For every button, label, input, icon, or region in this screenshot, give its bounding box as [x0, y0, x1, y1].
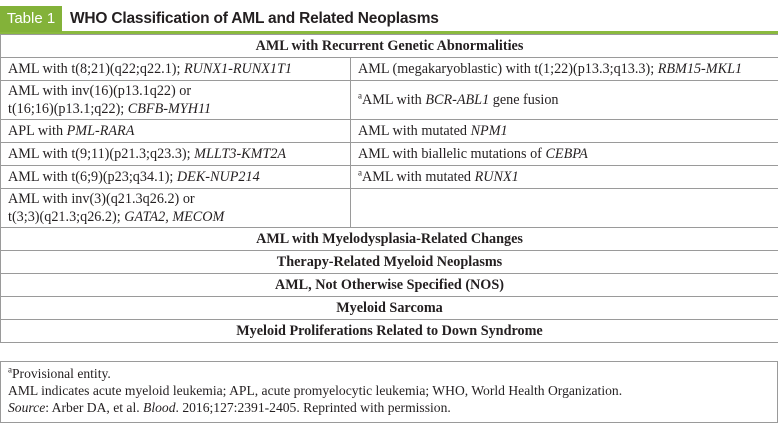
who-classification-table [0, 34, 778, 343]
table-cell: AML with t(8;21)(q22;q22.1); RUNX1-RUNX1T1 [1, 58, 351, 81]
section-row [1, 320, 778, 343]
table-cell: AML with mutated NPM1 [351, 120, 778, 143]
section-row [1, 274, 778, 297]
table-cell: AML with inv(3)(q21.3q26.2) or t(3;3)(q21.3;q26.2); GATA2, MECOM [1, 189, 351, 228]
table-row [1, 189, 778, 228]
section-row [1, 35, 778, 58]
section-sarcoma: Myeloid Sarcoma [1, 297, 778, 320]
table-cell: AML with t(9;11)(p21.3;q23.3); MLLT3-KMT2A [1, 143, 351, 166]
section-down-syndrome: Myeloid Proliferations Related to Down Syndrome [1, 320, 778, 343]
table-cell: $^a$AML with mutated RUNX1 [351, 166, 778, 189]
table-cell: AML with biallelic mutations of CEBPA [351, 143, 778, 166]
section-recurrent: AML with Recurrent Genetic Abnormalities [1, 35, 778, 58]
table-title-bar [0, 0, 778, 34]
section-therapy: Therapy-Related Myeloid Neoplasms [1, 251, 778, 274]
footnote-provisional: $^a$Provisional entity. [8, 364, 111, 381]
table-cell: AML (megakaryoblastic) with t(1;22)(p13.3;q13.3); RBM15-MKL1 [351, 58, 778, 81]
table-cell: AML with t(6;9)(p23;q34.1); DEK-NUP214 [1, 166, 351, 189]
table-cell-empty [351, 189, 778, 228]
footnote-source: Source: Arber DA, et al. Blood. 2016;127:2391-2405. Reprinted with permission. [8, 400, 451, 415]
table-cell: $^a$AML with BCR-ABL1 gene fusion [351, 81, 778, 120]
section-row [1, 297, 778, 320]
table-row [1, 58, 778, 81]
table-row [1, 81, 778, 120]
table-cell: AML with inv(16)(p13.1q22) or t(16;16)(p13.1;q22); CBFB-MYH11 [1, 81, 351, 120]
table-row [1, 166, 778, 189]
section-myelodysplasia: AML with Myelodysplasia-Related Changes [1, 228, 778, 251]
footnote-abbreviations: AML indicates acute myeloid leukemia; APL, acute promyelocytic leukemia; WHO, World Health Organization. [8, 383, 623, 398]
section-row [1, 251, 778, 274]
table-number-tag: Table 1 [0, 6, 62, 32]
table-cell: APL with PML-RARA [1, 120, 351, 143]
table-row [1, 120, 778, 143]
section-nos: AML, Not Otherwise Specified (NOS) [1, 274, 778, 297]
section-row [1, 228, 778, 251]
table-title: WHO Classification of AML and Related Neoplasms [70, 10, 439, 27]
table-footnotes [0, 361, 778, 423]
table-row [1, 143, 778, 166]
